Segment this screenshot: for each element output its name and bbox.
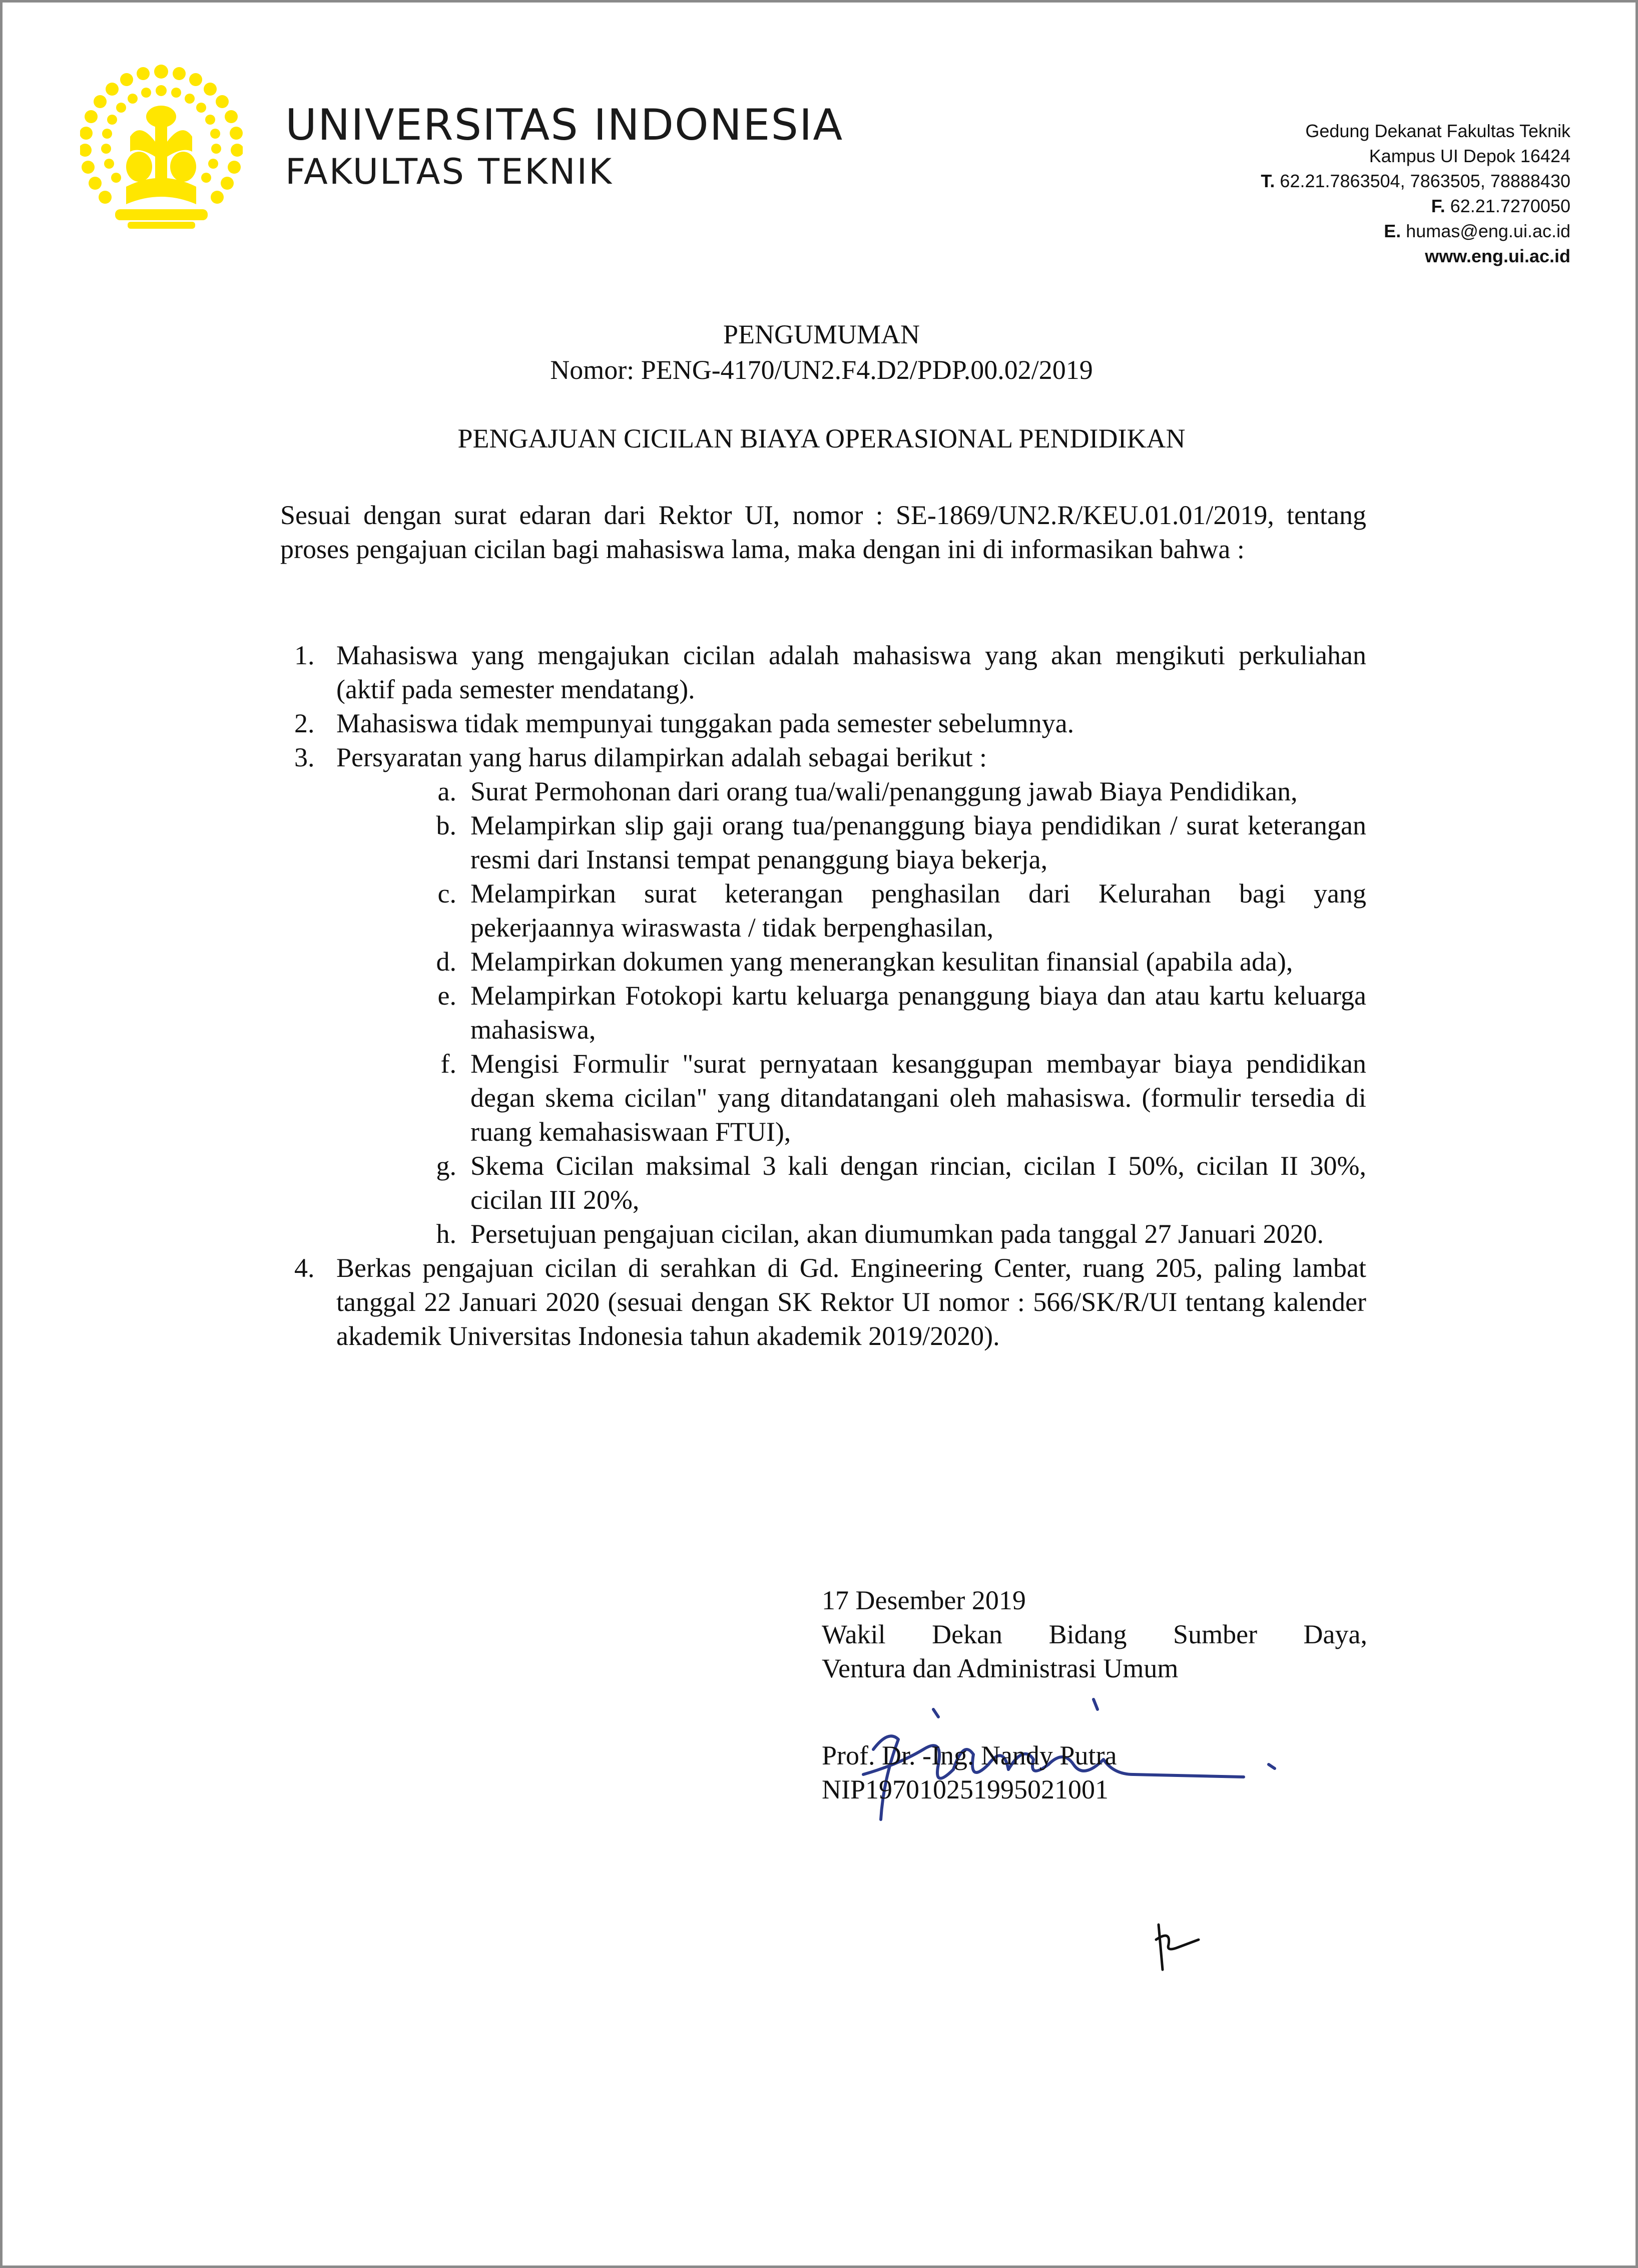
institution-name xyxy=(285,100,843,193)
announcement-number: Nomor: PENG-4170/UN2.F4.D2/PDP.00.02/2019 xyxy=(550,355,1093,385)
logo-center-figure xyxy=(115,106,208,229)
sub-item-letter: d. xyxy=(436,947,456,977)
sub-item-text: Persetujuan pengajuan cicilan, akan diumumkan pada tanggal 27 Januari 2020. xyxy=(470,1219,1324,1249)
item-number: 4. xyxy=(294,1253,315,1283)
sub-item-text: Melampirkan slip gaji orang tua/penanggung biaya pendidikan / surat keterangan resmi dari Instansi tempat penanggung biaya bekerja, xyxy=(470,810,1366,874)
contact-website xyxy=(1070,244,1570,269)
sub-item-text: Mengisi Formulir "surat pernyataan kesanggupan membayar biaya pendidikan degan skema cicilan" yang ditandatangani oleh mahasiswa. (formulir tersedia di ruang kemahasiswaan FTUI), xyxy=(470,1049,1366,1147)
email-label: E. xyxy=(1384,221,1401,241)
sub-item-text: Melampirkan Fotokopi kartu keluarga penanggung biaya dan atau kartu keluarga mahasiswa, xyxy=(470,981,1366,1045)
website-value: www.eng.ui.ac.id xyxy=(1425,246,1570,266)
sub-item-letter: a. xyxy=(437,776,456,806)
sub-item-text: Skema Cicilan maksimal 3 kali dengan rincian, cicilan I 50%, cicilan II 30%, cicilan III 20%, xyxy=(470,1151,1366,1215)
item-text: Berkas pengajuan cicilan di serahkan di Gd. Engineering Center, ruang 205, paling lambat tanggal 22 Januari 2020 (sesuai dengan SK Rektor UI nomor : 566/SK/R/UI tentang kalender akademik Universitas Indonesia tahun akademik 2019/2020). xyxy=(336,1253,1366,1351)
item-text: Mahasiswa yang mengajukan cicilan adalah mahasiswa yang akan mengikuti perkuliahan (aktif pada semester mendatang). xyxy=(336,640,1366,704)
sub-list-item xyxy=(280,1149,1366,1217)
announcement-title: PENGAJUAN CICILAN BIAYA OPERASIONAL PENDIDIKAN xyxy=(457,423,1186,453)
sub-item-letter: e. xyxy=(437,981,456,1011)
list-item xyxy=(280,638,1366,706)
contact-email xyxy=(1070,219,1570,244)
item-number: 3. xyxy=(294,742,315,772)
phone-label: T. xyxy=(1261,171,1275,191)
signatory-name: Prof. Dr. -Ing. Nandy Putra xyxy=(822,1740,1117,1770)
phone-value: 62.21.7863504, 7863505, 78888430 xyxy=(1280,171,1570,191)
sub-list-item xyxy=(280,876,1366,945)
sub-item-letter: h. xyxy=(436,1219,456,1249)
faculty-name: FAKULTAS TEKNIK xyxy=(285,151,614,192)
list-item xyxy=(280,706,1366,740)
sub-list-item xyxy=(280,1217,1366,1251)
sub-item-letter: g. xyxy=(436,1151,456,1181)
announcement-heading: PENGUMUMAN xyxy=(723,319,920,349)
makara-logo xyxy=(80,62,243,229)
contact-fax xyxy=(1070,194,1570,219)
signatory-block xyxy=(822,1738,1367,1806)
contact-phone xyxy=(1070,169,1570,194)
sub-item-letter: f. xyxy=(440,1049,456,1079)
sub-item-text: Surat Permohonan dari orang tua/wali/penanggung jawab Biaya Pendidikan, xyxy=(470,776,1298,806)
sub-item-letter: b. xyxy=(436,810,456,840)
contact-campus: Kampus UI Depok 16424 xyxy=(1369,146,1570,166)
paraf-initial xyxy=(1149,1920,1209,1975)
list-item xyxy=(280,1251,1366,1353)
intro-paragraph: Sesuai dengan surat edaran dari Rektor UI, nomor : SE-1869/UN2.R/KEU.01.01/2019, tentang proses pengajuan cicilan bagi mahasiswa lama, maka dengan ini di informasikan bahwa : xyxy=(280,500,1366,564)
fax-value: 62.21.7270050 xyxy=(1450,196,1570,216)
sub-list-item xyxy=(280,979,1366,1047)
item-number: 1. xyxy=(294,640,315,670)
email-value: humas@eng.ui.ac.id xyxy=(1406,221,1570,241)
contact-block xyxy=(1070,119,1570,269)
sub-list-item xyxy=(280,774,1366,808)
item-number: 2. xyxy=(294,708,315,738)
item-text: Mahasiswa tidak mempunyai tunggakan pada semester sebelumnya. xyxy=(336,708,1074,738)
item-text: Persyaratan yang harus dilampirkan adalah sebagai berikut : xyxy=(336,742,987,772)
sub-list-item xyxy=(280,1047,1366,1149)
sub-item-text: Melampirkan surat keterangan penghasilan dari Kelurahan bagi yang pekerjaannya wiraswasta / tidak berpenghasilan, xyxy=(470,878,1366,943)
signature-block xyxy=(822,1583,1367,1685)
university-name: UNIVERSITAS INDONESIA xyxy=(285,100,844,150)
sub-list-item xyxy=(280,945,1366,979)
fax-label: F. xyxy=(1431,196,1445,216)
sub-item-letter: c. xyxy=(437,878,456,909)
contact-building: Gedung Dekanat Fakultas Teknik xyxy=(1305,121,1570,141)
requirements-list xyxy=(280,638,1366,1353)
sub-item-text: Melampirkan dokumen yang menerangkan kesulitan finansial (apabila ada), xyxy=(470,947,1293,977)
signature-position-line1: Wakil Dekan Bidang Sumber Daya, xyxy=(822,1619,1367,1649)
sub-list-item xyxy=(280,808,1366,876)
signatory-nip: NIP197010251995021001 xyxy=(822,1774,1109,1804)
list-item xyxy=(280,740,1366,774)
signature-date: 17 Desember 2019 xyxy=(822,1585,1026,1615)
signature-position-line2: Ventura dan Administrasi Umum xyxy=(822,1653,1179,1683)
